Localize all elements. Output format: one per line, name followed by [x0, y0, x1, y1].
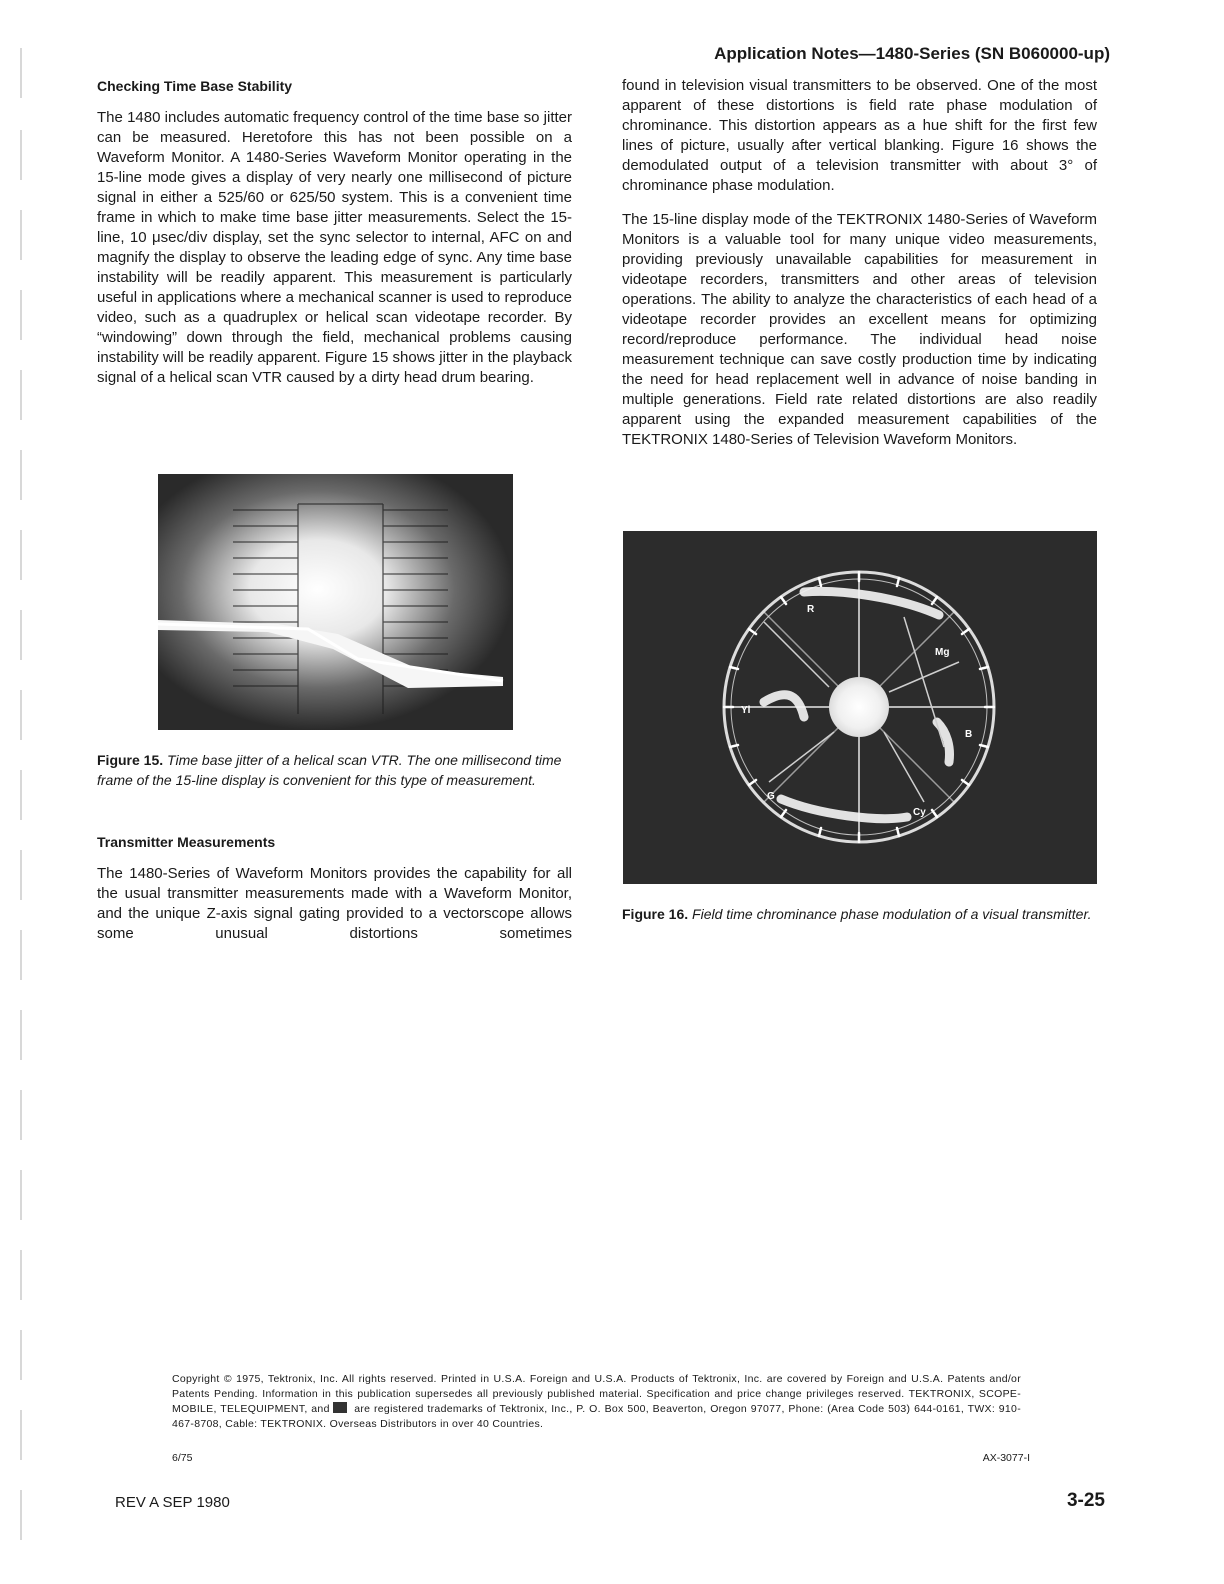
copyright-block: [172, 1372, 1021, 1432]
figure-16-image: [623, 531, 1097, 884]
vector-label-mg: Mg: [935, 647, 950, 658]
copyright-text: Copyright © 1975, Tektronix, Inc. All rights reserved. Printed in U.S.A. Foreign and U.S.A. Products of Tektronix, Inc. are covered by Foreign and U.S.A. Patents and/or Patents Pending. Information in this publication supersedes all previously published material. Specification and price change privileges reserved. TEKTRONIX, SCOPE-MOBILE, TELEQUIPMENT, and: [172, 1373, 1021, 1415]
tektronix-logo-icon: [333, 1402, 347, 1413]
vector-label-yl: Yl: [741, 705, 751, 716]
figure-15-image: [158, 474, 513, 730]
binder-mark: [20, 370, 22, 420]
vector-label-r: R: [807, 604, 815, 615]
date-code: 6/75: [172, 1452, 193, 1464]
copyright-text-2: are registered trademarks of Tektronix, Inc., P. O. Box 500, Beaverton, Oregon 97077, Phone: (Area Code 503) 644-0161, TWX: 910-467-8708, Cable: TEKTRONIX. Overseas Distributors in over 40 Countries.: [172, 1403, 1021, 1430]
figure-15-waveform-photo: [158, 474, 513, 730]
binder-mark: [20, 290, 22, 340]
section-heading-transmitter: Transmitter Measurements: [97, 834, 276, 850]
figure-15-caption-text: Time base jitter of a helical scan VTR. The one millisecond time frame of the 15-line display is convenient for this type of measurement.: [97, 752, 562, 788]
section-heading-time-base: Checking Time Base Stability: [97, 78, 293, 94]
paragraph-transmitter-continued: found in television visual transmitters to be observed. One of the most apparent of these distortions is field rate phase modulation of chrominance. This distortion appears as a hue shift for the first few lines of picture, usually after vertical blanking. Figure 16 shows the demodulated output of a television transmitter with about 3° of chrominance phase modulation.: [622, 77, 1097, 194]
right-column: [622, 76, 1097, 450]
transmitter-section: [97, 834, 572, 944]
binder-mark: [20, 1410, 22, 1460]
page-number: 3-25: [1066, 1490, 1105, 1511]
figure-16-caption-text: Field time chrominance phase modulation of a visual transmitter.: [692, 906, 1092, 922]
binder-mark: [20, 1330, 22, 1380]
binder-mark: [20, 690, 22, 740]
vector-label-cy: Cy: [913, 807, 926, 818]
figure-16-label: Figure 16.: [622, 906, 689, 922]
binder-mark: [20, 1090, 22, 1140]
binder-mark: [20, 130, 22, 180]
binder-mark: [20, 530, 22, 580]
vector-label-g: G: [767, 791, 775, 802]
figure-16-caption: [622, 904, 1097, 924]
binder-mark: [20, 210, 22, 260]
binder-mark: [20, 610, 22, 660]
part-code: AX-3077-I: [982, 1452, 1030, 1464]
binder-mark: [20, 1250, 22, 1300]
revision-note: REV A SEP 1980: [115, 1494, 230, 1511]
binder-mark: [20, 48, 22, 98]
figure-15-caption: [97, 750, 572, 790]
binder-mark: [20, 450, 22, 500]
vector-label-b: B: [965, 729, 973, 740]
paragraph-time-base: The 1480 includes automatic frequency control of the time base so jitter can be measured. Heretofore this has not been possible on a Waveform Monitor. A 1480-Series Waveform Monitor operating in the 15-line mode gives a display of very nearly one millisecond of picture signal in either a 525/60 or 625/50 system. This is a convenient time frame in which to make time base jitter measurements. Select the 15-line, 10 μsec/div display, set the sync selector to internal, AFC on and magnify the display to observe the leading edge of sync. Any time base instability will be readily apparent. This measurement is particularly useful in applications where a mechanical scanner is used to reproduce video, such as a quadruplex or helical scan videotape recorder. By “windowing” down through the field, mechanical problems causing instability will be readily apparent. Figure 15 shows jitter in the playback signal of a helical scan VTR caused by a dirty head drum bearing.: [97, 109, 572, 386]
figure-16-vectorscope-photo: [623, 531, 1097, 884]
paragraph-transmitter: The 1480-Series of Waveform Monitors provides the capability for all the usual transmitter measurements made with a Waveform Monitor, and the unique Z-axis signal gating provided to a vectorscope allows some unusual distortions sometimes: [97, 865, 572, 942]
binder-mark: [20, 850, 22, 900]
binder-mark: [20, 1490, 22, 1540]
binder-mark: [20, 930, 22, 980]
paragraph-15-line-display: The 15-line display mode of the TEKTRONIX 1480-Series of Waveform Monitors is a valuable tool for many unique video measurements, providing previously unavailable capabilities for measurement in videotape recorders, transmitters and other areas of television operations. The ability to analyze the characteristics of each head of a videotape recorder provides an excellent means for optimizing record/reproduce performance. The individual head noise measurement technique can save costly production time by indicating the need for head replacement well in advance of noise banding in multiple generations. Field rate related distortions are also readily apparent using the expanded measurement capabilities of the TEKTRONIX 1480-Series of Television Waveform Monitors.: [622, 211, 1097, 448]
binder-mark: [20, 1170, 22, 1220]
binder-mark: [20, 1010, 22, 1060]
left-column: [97, 78, 572, 388]
figure-15-label: Figure 15.: [97, 752, 164, 768]
running-header: Application Notes—1480-Series (SN B060000-up): [714, 44, 1110, 63]
binder-mark: [20, 770, 22, 820]
